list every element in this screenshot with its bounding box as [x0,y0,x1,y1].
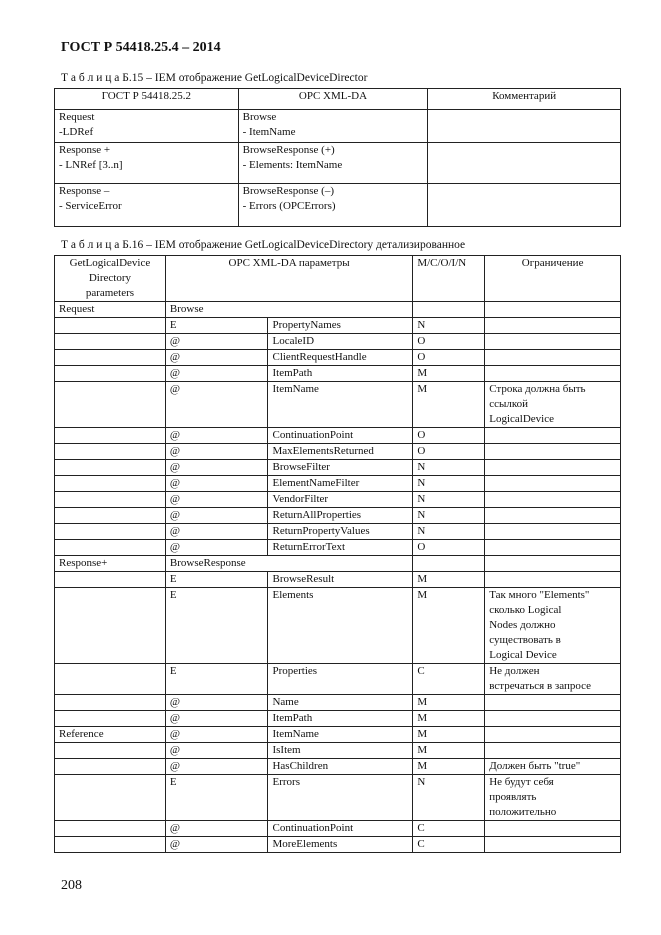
table16-cell-c: MaxElementsReturned [268,444,413,460]
table15-row [55,143,621,184]
table16-cell-c: Elements [268,588,413,664]
table16-cell-c: ItemPath [268,711,413,727]
table16-cell-b: @ [165,492,268,508]
table16-cell-e: Строка должна быть ссылкой LogicalDevice [485,382,621,428]
table16-row [55,727,621,743]
table16-cell-d: N [413,508,485,524]
table16-cell-b: BrowseResponse [165,556,412,572]
table16-cell-a [55,334,166,350]
table16-cell-e [485,318,621,334]
table16-cell-a [55,837,166,853]
table16-row [55,664,621,695]
table16-cell-d: M [413,366,485,382]
table16-cell-d: O [413,540,485,556]
table16-cell-c: ItemName [268,727,413,743]
table16-cell-d: O [413,444,485,460]
table16-cell-d: M [413,572,485,588]
table16-cell-a [55,572,166,588]
table16-cell-a [55,821,166,837]
table16-row [55,366,621,382]
table16-cell-e [485,711,621,727]
table15-cell: BrowseResponse (+) - Elements: ItemName [238,143,428,184]
table16-cell-e [485,492,621,508]
table16-row [55,302,621,318]
table16-cell-b: @ [165,350,268,366]
table16-header-cell: M/C/O/I/N [413,256,485,302]
table15-row [55,184,621,227]
table16-cell-e [485,743,621,759]
table15-cell [428,184,621,227]
table16-row [55,821,621,837]
table16-cell-c: ItemName [268,382,413,428]
table16-cell-b: @ [165,695,268,711]
table16-cell-b: @ [165,711,268,727]
table16-cell-c: Name [268,695,413,711]
table16-cell-e [485,540,621,556]
table16-row [55,837,621,853]
table16-row [55,743,621,759]
table16-cell-a [55,664,166,695]
table16-cell-a [55,318,166,334]
table16-cell-d: N [413,476,485,492]
table16-row [55,759,621,775]
table16-cell-a [55,382,166,428]
table16-cell-b: E [165,664,268,695]
table16-cell-b: E [165,318,268,334]
table16-cell-c: ReturnPropertyValues [268,524,413,540]
table16-cell-d: N [413,318,485,334]
table16-cell-d: N [413,492,485,508]
table16-cell-c: LocaleID [268,334,413,350]
table16-cell-a [55,476,166,492]
table16-cell-a [55,524,166,540]
table16-cell-d: M [413,588,485,664]
table16-row [55,460,621,476]
table16-cell-a [55,492,166,508]
table16-cell-e [485,695,621,711]
table16-cell-a: Reference [55,727,166,743]
table16-cell-c: Properties [268,664,413,695]
table16-cell-a [55,428,166,444]
table16-cell-b: E [165,775,268,821]
table16-cell-e [485,460,621,476]
table16-cell-d: M [413,727,485,743]
table16-row [55,695,621,711]
table16-cell-e [485,572,621,588]
table16-cell-d: N [413,460,485,476]
table16-cell-a [55,695,166,711]
table16-cell-d: C [413,837,485,853]
table16-cell-b: @ [165,837,268,853]
table16-cell-a [55,508,166,524]
table16-row [55,444,621,460]
document-header: ГОСТ Р 54418.25.4 – 2014 [61,40,221,55]
table16-cell-d: M [413,711,485,727]
table15-header-cell: ГОСТ Р 54418.25.2 [55,89,239,110]
table15-cell: Response + - LNRef [3..n] [55,143,239,184]
table16-cell-e [485,837,621,853]
table16-cell-b: @ [165,382,268,428]
table16-cell-e: Должен быть "true" [485,759,621,775]
table16-cell-b: @ [165,508,268,524]
table16-cell-d: C [413,821,485,837]
table16-cell-d [413,302,485,318]
table16-cell-a [55,759,166,775]
table16-cell-d: O [413,334,485,350]
table15 [54,88,621,227]
table16-cell-b: @ [165,334,268,350]
table16-cell-a [55,711,166,727]
table16-cell-d [413,556,485,572]
table15-cell: Request -LDRef [55,110,239,143]
table16-cell-e: Так много "Elements" сколько Logical Nodes должно существовать в Logical Device [485,588,621,664]
table16-cell-b: @ [165,727,268,743]
table16-cell-d: O [413,428,485,444]
table16-cell-b: @ [165,444,268,460]
table16-cell-c: IsItem [268,743,413,759]
table16 [54,255,621,853]
table16-cell-e [485,302,621,318]
table16-cell-a [55,350,166,366]
table16-cell-e [485,334,621,350]
table16-cell-b: @ [165,428,268,444]
table16-cell-c: ItemPath [268,366,413,382]
table16-header-cell: GetLogicalDevice Directory parameters [55,256,166,302]
table16-cell-e [485,366,621,382]
table16-header-cell: OPC XML-DA параметры [165,256,412,302]
table16-cell-e [485,821,621,837]
table15-header-cell: OPC XML-DA [238,89,428,110]
table16-cell-d: M [413,382,485,428]
table16-cell-c: HasChildren [268,759,413,775]
table15-cell [428,143,621,184]
table16-row [55,508,621,524]
table16-row [55,428,621,444]
table16-cell-a [55,588,166,664]
table16-cell-c: ContinuationPoint [268,821,413,837]
table16-cell-b: @ [165,366,268,382]
table16-cell-e [485,350,621,366]
table16-cell-b: Browse [165,302,412,318]
table16-cell-d: N [413,524,485,540]
table16-cell-e [485,727,621,743]
table16-cell-b: E [165,572,268,588]
table16-cell-e [485,428,621,444]
table16-cell-c: MoreElements [268,837,413,853]
table16-cell-e [485,556,621,572]
table16-row [55,492,621,508]
table16-cell-a [55,743,166,759]
table16-cell-b: @ [165,743,268,759]
table16-caption: Т а б л и ц а Б.16 – IEM отображение GetLogicalDeviceDirectory детализированное [61,239,466,251]
table16-row [55,350,621,366]
table16-cell-d: C [413,664,485,695]
page-number: 208 [61,878,82,893]
table16-cell-a [55,444,166,460]
table16-row [55,382,621,428]
table16-cell-e [485,444,621,460]
table16-row [55,476,621,492]
table16-cell-a [55,540,166,556]
table16-row [55,524,621,540]
table15-header-cell: Комментарий [428,89,621,110]
table16-cell-c: ReturnAllProperties [268,508,413,524]
table16-cell-c: ReturnErrorText [268,540,413,556]
table16-row [55,318,621,334]
table15-header-row [55,89,621,110]
table15-row [55,110,621,143]
table16-cell-a: Response+ [55,556,166,572]
table15-cell: Browse - ItemName [238,110,428,143]
table16-cell-e [485,476,621,492]
table16-cell-b: @ [165,540,268,556]
table16-cell-b: @ [165,821,268,837]
table16-cell-c: ElementNameFilter [268,476,413,492]
table16-cell-b: @ [165,524,268,540]
table16-cell-b: @ [165,476,268,492]
table16-cell-d: M [413,743,485,759]
table16-row [55,556,621,572]
table16-cell-b: E [165,588,268,664]
table16-cell-e: Не будут себя проявлять положительно [485,775,621,821]
table16-cell-c: BrowseResult [268,572,413,588]
table16-header-row [55,256,621,302]
table16-cell-c: ClientRequestHandle [268,350,413,366]
table15-caption: Т а б л и ц а Б.15 – IEM отображение GetLogicalDeviceDirector [61,72,368,84]
table16-cell-c: ContinuationPoint [268,428,413,444]
table16-cell-e [485,524,621,540]
table16-cell-d: M [413,759,485,775]
table16-cell-b: @ [165,759,268,775]
table16-header-cell: Ограничение [485,256,621,302]
table16-cell-c: VendorFilter [268,492,413,508]
table16-cell-c: PropertyNames [268,318,413,334]
table15-cell [428,110,621,143]
table16-cell-a [55,775,166,821]
table16-cell-d: M [413,695,485,711]
table16-cell-d: O [413,350,485,366]
table15-cell: BrowseResponse (–) - Errors (OPCErrors) [238,184,428,227]
table16-cell-a: Request [55,302,166,318]
table16-row [55,540,621,556]
table16-cell-d: N [413,775,485,821]
table16-cell-e: Не должен встречаться в запросе [485,664,621,695]
table16-cell-b: @ [165,460,268,476]
table15-cell: Response – - ServiceError [55,184,239,227]
table16-cell-c: Errors [268,775,413,821]
table16-cell-a [55,366,166,382]
table16-row [55,588,621,664]
table16-row [55,775,621,821]
table16-row [55,711,621,727]
table16-row [55,572,621,588]
table16-row [55,334,621,350]
table16-cell-e [485,508,621,524]
table16-cell-a [55,460,166,476]
table16-cell-c: BrowseFilter [268,460,413,476]
